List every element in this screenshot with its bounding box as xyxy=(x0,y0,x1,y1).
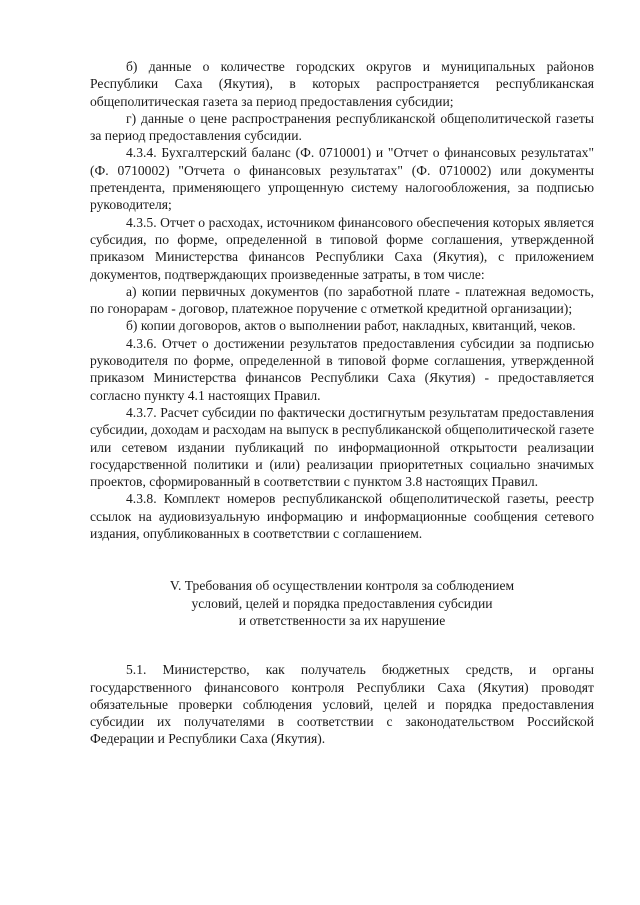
paragraph-subitem-g-price: г) данные о цене распространения республиканской общеполитической газеты за период предоставления субсидии. xyxy=(90,110,594,144)
spacer xyxy=(90,542,594,577)
paragraph-4-3-4: 4.3.4. Бухгалтерский баланс (Ф. 0710001) и "Отчет о финансовых результатах" (Ф. 0710002) "Отчета о финансовых результатах" (Ф. 0710002) или документы претендента, применяющего упрощенную систему налогообложения, за подписью руководителя; xyxy=(90,145,594,213)
section-heading-line-1: V. Требования об осуществлении контроля за соблюдением xyxy=(169,578,515,594)
document-body xyxy=(90,58,594,748)
paragraph-4-3-6: 4.3.6. Отчет о достижении результатов предоставления субсидии за подписью руководителя по форме, определенной в типовой форме соглашения, утвержденной приказом Министерства финансов Республики Саха (Якутия) - предоставляется согласно пункту 4.1 настоящих Правил. xyxy=(90,335,594,403)
paragraph-4-3-8: 4.3.8. Комплект номеров республиканской общеполитической газеты, реестр ссылок на аудиовизуальную информацию и информационные сообщения сетевого издания, опубликованных в соответствии с соглашением. xyxy=(90,491,594,542)
section-heading-line-3: и ответственности за их нарушение xyxy=(238,612,446,628)
paragraph-5-1: 5.1. Министерство, как получатель бюджетных средств, и органы государственного финансового контроля Республики Саха (Якутия) проводят обязательные проверки соблюдения условий, целей и порядка предоставления субсидии их получателями в соответствии с законодательством Российской Федерации и Республики Саха (Якутия). xyxy=(90,662,594,747)
section-heading xyxy=(90,577,594,629)
paragraph-subitem-b-contracts: б) копии договоров, актов о выполнении работ, накладных, квитанций, чеков. xyxy=(126,318,576,334)
section-heading-line-2: условий, целей и порядка предоставления субсидии xyxy=(191,595,493,611)
paragraph-4-3-5: 4.3.5. Отчет о расходах, источником финансового обеспечения которых является субсидия, по форме, определенной в типовой форме соглашения, утвержденной приказом Министерства финансов Республики Саха (Якутия), с приложением документов, подтверждающих произведенные затраты, в том числе: xyxy=(90,214,594,282)
paragraph-4-3-7: 4.3.7. Расчет субсидии по фактически достигнутым результатам предоставления субсидии, доходам и расходам на выпуск в республиканской общеполитической газете или сетевом издании публикаций по информационной открытости реализации государственной политики и (или) реализации приоритетных социально значимых проектов, сформированный в соответствии с пунктом 3.8 настоящих Правил. xyxy=(90,404,594,490)
paragraph-subitem-a-primary-docs: а) копии первичных документов (по заработной плате - платежная ведомость, по гонорарам - договор, платежное поручение с отметкой кредитной организации); xyxy=(90,283,594,317)
paragraph-subitem-b-districts: б) данные о количестве городских округов и муниципальных районов Республики Саха (Якутия), в которых распространяется республиканская общеполитическая газета за период предоставления субсидии; xyxy=(90,59,594,109)
spacer xyxy=(90,629,594,661)
